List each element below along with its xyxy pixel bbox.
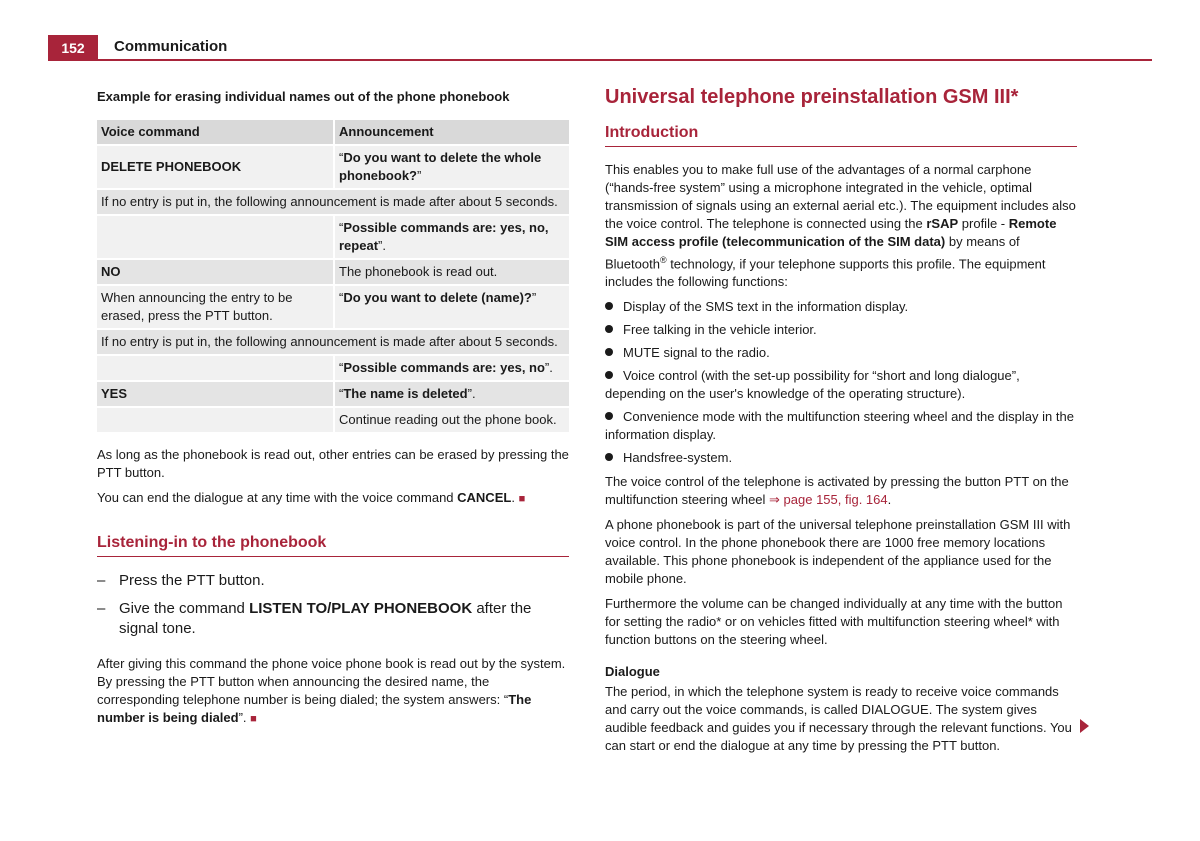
bullet-icon [605,325,613,333]
announcement-cell: Continue reading out the phone book. [333,408,569,432]
command-cell [97,356,333,380]
section-title: Communication [114,38,228,55]
announcement-cell: “Possible commands are: yes, no, repeat”. [333,216,569,258]
dialogue-heading: Dialogue [605,664,660,680]
page-title: Universal telephone preinstallation GSM III* [605,86,1019,108]
command-cell: NO [97,260,333,284]
voice-command-table [97,118,569,434]
command-cell: When announcing the entry to be erased, press the PTT button. [97,286,333,328]
bullet-icon [605,348,613,356]
table-row [97,356,569,380]
command-cell [97,408,333,432]
paragraph-ptt: The voice control of the telephone is activated by pressing the button PTT on the multifunction steering wheel ⇒ page 155, fig. 164. [605,474,1069,508]
header-voice-command: Voice command [97,120,333,144]
step-item: – Press the PTT button. [97,572,265,589]
command-cell [97,216,333,258]
paragraph-dialogue: The period, in which the telephone system is ready to receive voice commands and carry out the voice commands, is called DIALOGUE. The system gives audible feedback and guides you if necessary through the relevant functions. You can start or end the dialogue at any time by pressing the PTT button. [605,684,1072,754]
paragraph-erase-entries: As long as the phonebook is read out, other entries can be erased by pressing the PTT button. [97,447,569,480]
paragraph-phonebook: A phone phonebook is part of the universal telephone preinstallation GSM III with voice control. In the phone phonebook there are 1000 free memory locations available. This phone phonebook is independent of the appliance used for the mobile phone. [605,517,1071,587]
announcement-cell: The phonebook is read out. [333,260,569,284]
table-row [97,330,569,354]
paragraph-volume: Furthermore the volume can be changed individually at any time with the button for setting the radio* or on vehicles fitted with multifunction steering wheel* with function buttons on the steering wheel. [605,596,1063,648]
command-cell: YES [97,382,333,406]
bullet-icon [605,371,613,379]
bullet-icon [605,453,613,461]
feature-list [605,298,1077,467]
table-row [97,408,569,432]
list-item: Convenience mode with the multifunction steering wheel and the display in the information display. [605,409,1074,443]
paragraph-intro: This enables you to make full use of the advantages of a normal carphone (“hands-free system” using a microphone integrated in the vehicle, optimal transmission of signals using an external aerial etc.). The equipment includes also the voice control. The telephone is connected using the rSAP profile - Remote SIM access profile (telecommunication of the SIM data) by means of Bluetooth® technology, if your telephone supports this profile. The equipment includes the following functions: [605,162,1076,290]
note-cell: If no entry is put in, the following announcement is made after about 5 seconds. [97,190,569,214]
table-row [97,190,569,214]
note-cell: If no entry is put in, the following announcement is made after about 5 seconds. [97,330,569,354]
header-rule [48,59,1152,61]
paragraph-cancel: You can end the dialogue at any time with the voice command CANCEL. ■ [97,490,526,505]
table-row [97,382,569,406]
announcement-cell: “The name is deleted”. [333,382,569,406]
subhead-listening-in: Listening-in to the phonebook [97,534,569,557]
continue-arrow-icon [1080,719,1089,733]
announcement-cell: “Do you want to delete (name)?” [333,286,569,328]
dash-icon: – [97,572,106,589]
table-row [97,146,569,188]
table-row [97,260,569,284]
list-item: Free talking in the vehicle interior. [605,321,1077,339]
example-caption: Example for erasing individual names out of the phone phonebook [97,89,510,104]
paragraph-listen-result: After giving this command the phone voice phone book is read out by the system. By pressing the PTT button when announcing the desired name, the corresponding telephone number is being dialed; the system answers: “The number is being dialed”. ■ [97,656,566,725]
page-number: 152 [48,35,98,61]
command-cell: DELETE PHONEBOOK [97,146,333,188]
section-end-icon: ■ [250,713,257,725]
table-header-row [97,120,569,144]
dash-icon: – [97,600,106,617]
right-column [605,84,1077,762]
table-row [97,286,569,328]
bullet-icon [605,412,613,420]
list-item: Voice control (with the set-up possibility for “short and long dialogue”, depending on the user's knowledge of the operating structure). [605,368,1020,402]
bullet-icon [605,302,613,310]
step-item: – Give the command LISTEN TO/PLAY PHONEBOOK after the signal tone. [97,600,532,637]
table-row [97,216,569,258]
list-item: Handsfree-system. [605,449,1077,467]
list-item: Display of the SMS text in the information display. [605,298,1077,316]
subhead-introduction: Introduction [605,124,1077,147]
section-end-icon: ■ [518,493,526,505]
announcement-cell: “Do you want to delete the whole phonebook?” [333,146,569,188]
announcement-cell: “Possible commands are: yes, no”. [333,356,569,380]
left-column [97,86,569,735]
list-item: MUTE signal to the radio. [605,344,1077,362]
header-announcement: Announcement [333,120,569,144]
page-reference-link[interactable]: ⇒ page 155, fig. 164 [769,492,888,508]
